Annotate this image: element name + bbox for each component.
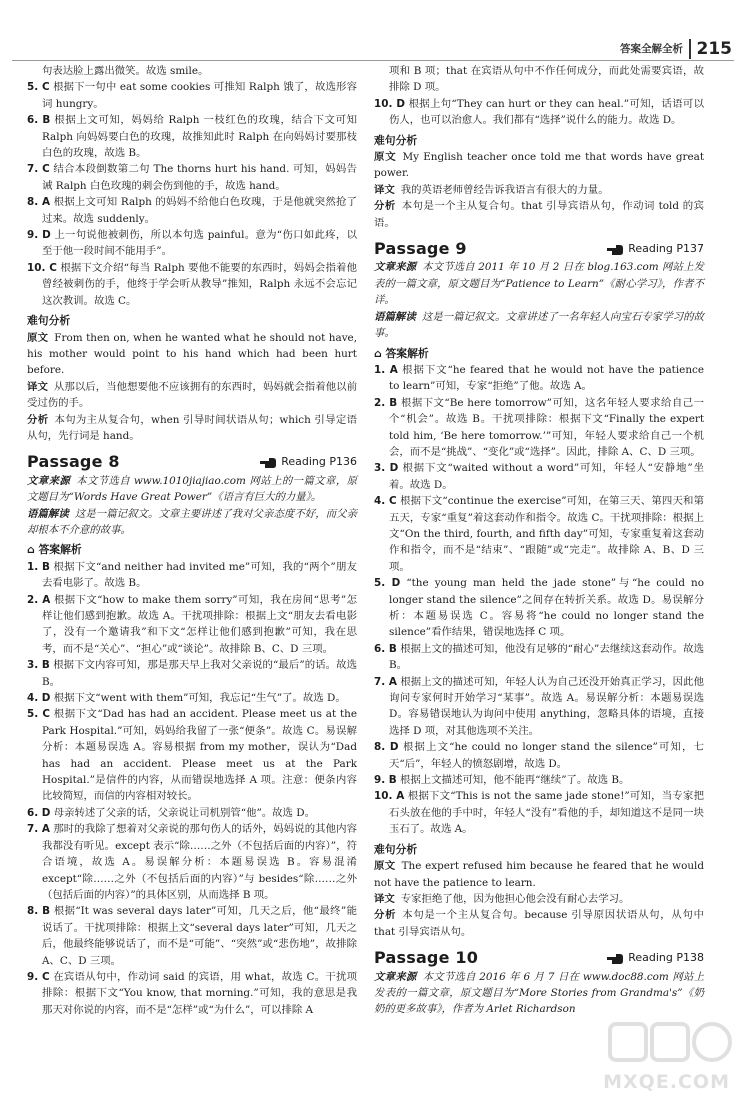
answer-item: 2. A 根据下文“how to make them sorry”可知，我在房间“思考”怎样让他们感到抱歉。故选 A。干扰项排除：根据上文“朋友去看电影了，没有一个邀请我”和下文“怎样让他们感到抱歉”可知，我在思考，而不是“关心”、“担心”或“谈论”。故排除 B、C、D 三项。 <box>27 593 357 655</box>
answer-item: 9. C 在宾语从句中，作动词 said 的宾语，用 what，故选 C。干扰项排除：根据下文“You know, that morning.”可知，我的意思是我那天对你说的内容，而不是“怎样”或“为什么”，可以排除 A <box>27 970 357 1016</box>
header-section-title: 答案全解全析 <box>620 42 683 55</box>
answer-item: 7. A 那时的我除了想着对父亲说的那句伤人的话外，妈妈说的其他内容我都没有听见。except 表示“除……之外（不包括后面的内容）”，符合语境，故选 A。易误解分析：本题易误选 B。容易混淆 except“除……之外（不包括后面的内容）”与 besides“除……之外（包括后面的内容）”的具体区别，从而选择 B 项。 <box>27 823 357 901</box>
answer-item: 10. C 根据下文介绍“每当 Ralph 要他不能要的东西时，妈妈会指着他曾经被刺伤的手，他终于学会听从教导”推知，Ralph 永远不会忘记这次教训。故选 C。 <box>27 261 357 307</box>
answer-item: 项和 B 项；that 在宾语从句中不作任何成分，而此处需要宾语，故排除 D 项。 <box>389 65 704 94</box>
passage10-title-bar <box>374 950 704 966</box>
answer-item: 5. C 根据下文“Dad has had an accident. Please meet us at the Park Hospital.”可知，妈妈给我留了一张“便条”。故选 C。易误解分析：本题易误选 A。容易根据 from my mother，误认为“Dad has had an accident. Please meet us at the Park Hospital.”是信件的内容，从而错误地选择 A 项。注意：便条内容比较简短，而信的内容相对较长。 <box>27 708 357 803</box>
passage8-source: 文章来源 本文节选自 www.1010jiajiao.com 网站上的一篇文章，原文题目为“Words Have Great Power”《语言有巨大的力量》。 <box>27 474 358 504</box>
left-column <box>27 63 357 1018</box>
watermark-logo <box>603 1016 736 1094</box>
passage8-answers <box>27 559 357 1018</box>
passage8-title-bar <box>27 454 357 470</box>
difficult-sentence-heading: 难句分析 <box>374 842 418 856</box>
passage10-reading-ref: Reading P138 <box>607 950 704 966</box>
difficult-analysis: 分析 本句为主从复合句，when 引导时间状语从句；which 引导定语从句，先行词是 hand。 <box>27 413 358 442</box>
passage7-answers-continued <box>27 63 357 309</box>
difficult-translation: 译文 专家拒绝了他，因为他担心他会没有耐心去学习。 <box>374 892 630 905</box>
passage8-title: Passage 8 <box>27 452 120 472</box>
header-divider <box>689 39 691 59</box>
passage9-reading-ref: Reading P137 <box>607 241 704 257</box>
difficult-sentence-heading: 难句分析 <box>27 314 71 328</box>
answer-item: 10. D 根据上句“They can hurt or they can heal.”可知，话语可以伤人，也可以治愈人。我们都有“选择”说什么的能力。故选 D。 <box>374 97 704 127</box>
answer-item: 6. B 根据上文的描述可知，他没有足够的“耐心”去继续这套动作。故选 B。 <box>374 642 704 672</box>
answer-item: 1. B 根据下文“and neither had invited me”可知，我的“两个”朋友去看电影了。故选 B。 <box>27 560 357 590</box>
difficult-analysis: 分析 本句是一个主从复合句。because 引导原因状语从句，从句中 that 引导宾语从句。 <box>374 909 704 938</box>
difficult-original: 原文 From then on, when he wanted what he should not have, his mother would point to his hand which had been hurt before. <box>27 331 358 377</box>
passage9-reading: 语篇解读 这是一篇记叙文。文章讲述了一名年轻人向宝石专家学习的故事。 <box>374 310 705 340</box>
answer-item: 4. C 根据下文“continue the exercise”可知，在第三天、第四天和第五天，专家“重复”着这套动作和指令。故选 C。干扰项排除：根据上文“On the third, fourth, and fifth day”可知，专家重复着这套动作和指令，而不是“结束”、“跟随”或“完走”。故排除 A、B、D 三项。 <box>374 495 705 573</box>
passage8-answers-heading: ⌂ 答案解析 <box>27 543 82 557</box>
passage9-answers-heading: ⌂ 答案解析 <box>374 346 429 360</box>
passage8-reading: 语篇解读 这是一篇记叙文。文章主要讲述了我对父亲态度不好，而父亲却根本不介意的故事。 <box>27 507 358 536</box>
passage10-title: Passage 10 <box>374 948 479 968</box>
pointing-hand-icon <box>607 244 623 255</box>
answer-item: 9. D 上一句说他被刺伤，所以本句选 painful。意为“伤口如此疼，以至于他一段时间不能用手”。 <box>27 229 357 258</box>
passage9-answers <box>374 362 704 838</box>
difficult-translation: 译文 从那以后，当他想要他不应该拥有的东西时，妈妈就会指着他以前受过伤的手。 <box>27 380 358 410</box>
passage9-source: 文章来源 本文节选自 2011 年 10 月 2 日在 blog.163.com 网站上发表的一篇文章，原文题目为“Patience to Learn”《耐心学习》，作者不详。 <box>374 261 705 307</box>
answer-item: 6. B 根据上文可知，妈妈给 Ralph 一枝红色的玫瑰，结合下文可知 Ralph 向妈妈要白色的玫瑰，故推知此时 Ralph 在向妈妈讨要那枝白色的玫瑰，故选 B。 <box>27 114 357 160</box>
answer-item: 5. D “the young man held the jade stone”与“he could no longer stand the silence”之间存在转折关系。故选 D。易误解分析：本题易误选 C。容易将“he could no longer stand the silence”看作结果，错误地选择 C 项。 <box>374 577 705 639</box>
answer-item: 9. B 根据上文描述可知，他不能再“继续”了。故选 B。 <box>374 774 630 787</box>
difficult-translation: 译文 我的英语老师曾经告诉我语言有很大的力量。 <box>374 183 609 196</box>
answer-item: 1. A 根据下文“he feared that he would not have the patience to learn”可知，专家“拒绝”了他。故选 A。 <box>374 363 704 393</box>
difficult-analysis: 分析 本句是一个主从复合句。that 引导宾语从句，作动词 told 的宾语。 <box>374 200 705 229</box>
passage10-source: 文章来源 本文节选自 2016 年 6 月 7 日在 www.doc88.com 网站上发表的一篇文章，原文题目为“More Stories from Grandma's”《奶奶的更多故事》，作者为 Arlet Richardson <box>374 970 704 1016</box>
answer-item: 3. B 根据下文内容可知，那是那天早上我对父亲说的“最后”的话。故选 B。 <box>27 659 357 688</box>
page-header <box>620 38 732 60</box>
passage9-title-bar <box>374 241 704 257</box>
answer-item: 2. B 根据下文“Be here tomorrow”可知，这名年轻人要求给自己一个“机会”。故选 B。干扰项排除：根据下文“Finally the expert told him, ‘Be here tomorrow.’”可知，年轻人要求给自己一个机会，而不是“挑战”、“变化”或“选择”。因此，排除 A、C、D 三项。 <box>374 396 704 458</box>
page-number: 215 <box>696 38 732 59</box>
watermark-graphic <box>606 1016 736 1076</box>
difficult-original: 原文 The expert refused him because he feared that he would not have the patience to learn. <box>374 860 704 889</box>
answer-item: 10. A 根据下文“This is not the same jade stone!”可知，当专家把石头放在他的手中时，年轻人“没有”看他的手，却知道这不是同一块玉石了。故选 A。 <box>374 790 704 836</box>
answer-item: 7. A 根据上文的描述可知，年轻人认为自己还没开始真正学习，因此他询问专家何时开始学习“某事”。故选 A。易误解分析：本题易误选 D。容易错误地认为询问中使用 anything，忽略具体的语境，直接选择 D 项，对其他选项不关注。 <box>374 675 704 737</box>
answer-item: 8. A 根据上文可知 Ralph 的妈妈不给他白色玫瑰，于是他就突然抢了过来。故选 suddenly。 <box>27 196 357 225</box>
difficult-original: 原文 My English teacher once told me that words have great power. <box>374 151 704 180</box>
answer-item: 3. D 根据下文“waited without a word”可知，年轻人“安静地”坐着。故选 D。 <box>374 462 704 491</box>
answer-item: 7. C 结合本段倒数第二句 The thorns hurt his hand. 可知，妈妈告诫 Ralph 白色玫瑰的刺会伤到他的手，故选 hand。 <box>27 163 358 192</box>
answer-item: 8. B 根据“It was several days later”可知，几天之后，他“最终”能说话了。干扰项排除：根据上文“several days later”可知，几天之后，他最终能够说话了，而不是“可能”、“突然”或“悲伤地”，故排除 A、C、D 三项。 <box>27 905 357 967</box>
answer-item: 6. D 母亲转述了父亲的话，父亲说让司机别管“他”。故选 D。 <box>27 806 315 819</box>
header-rule <box>12 60 734 61</box>
answer-item: 8. D 根据上文“he could no longer stand the silence”可知，七天“后”，年轻人的愤怒剧增，故选 D。 <box>374 741 704 770</box>
watermark-url: MXQE.COM <box>603 1070 730 1093</box>
answer-item: 5. C 根据下一句中 eat some cookies 可推知 Ralph 饿了，故选形容词 hungry。 <box>27 81 358 110</box>
answer-item: 4. D 根据下文“went with them”可知，我忘记“生气”了。故选 D。 <box>27 692 346 705</box>
right-column <box>374 63 704 1018</box>
passage8-reading-ref: Reading P136 <box>260 454 357 470</box>
pointing-hand-icon <box>260 457 276 468</box>
answer-item: 句表达脸上露出微笑。故选 smile。 <box>42 65 209 77</box>
difficult-sentence-heading: 难句分析 <box>374 133 418 147</box>
pointing-hand-icon <box>607 953 623 964</box>
passage9-title: Passage 9 <box>374 239 467 259</box>
